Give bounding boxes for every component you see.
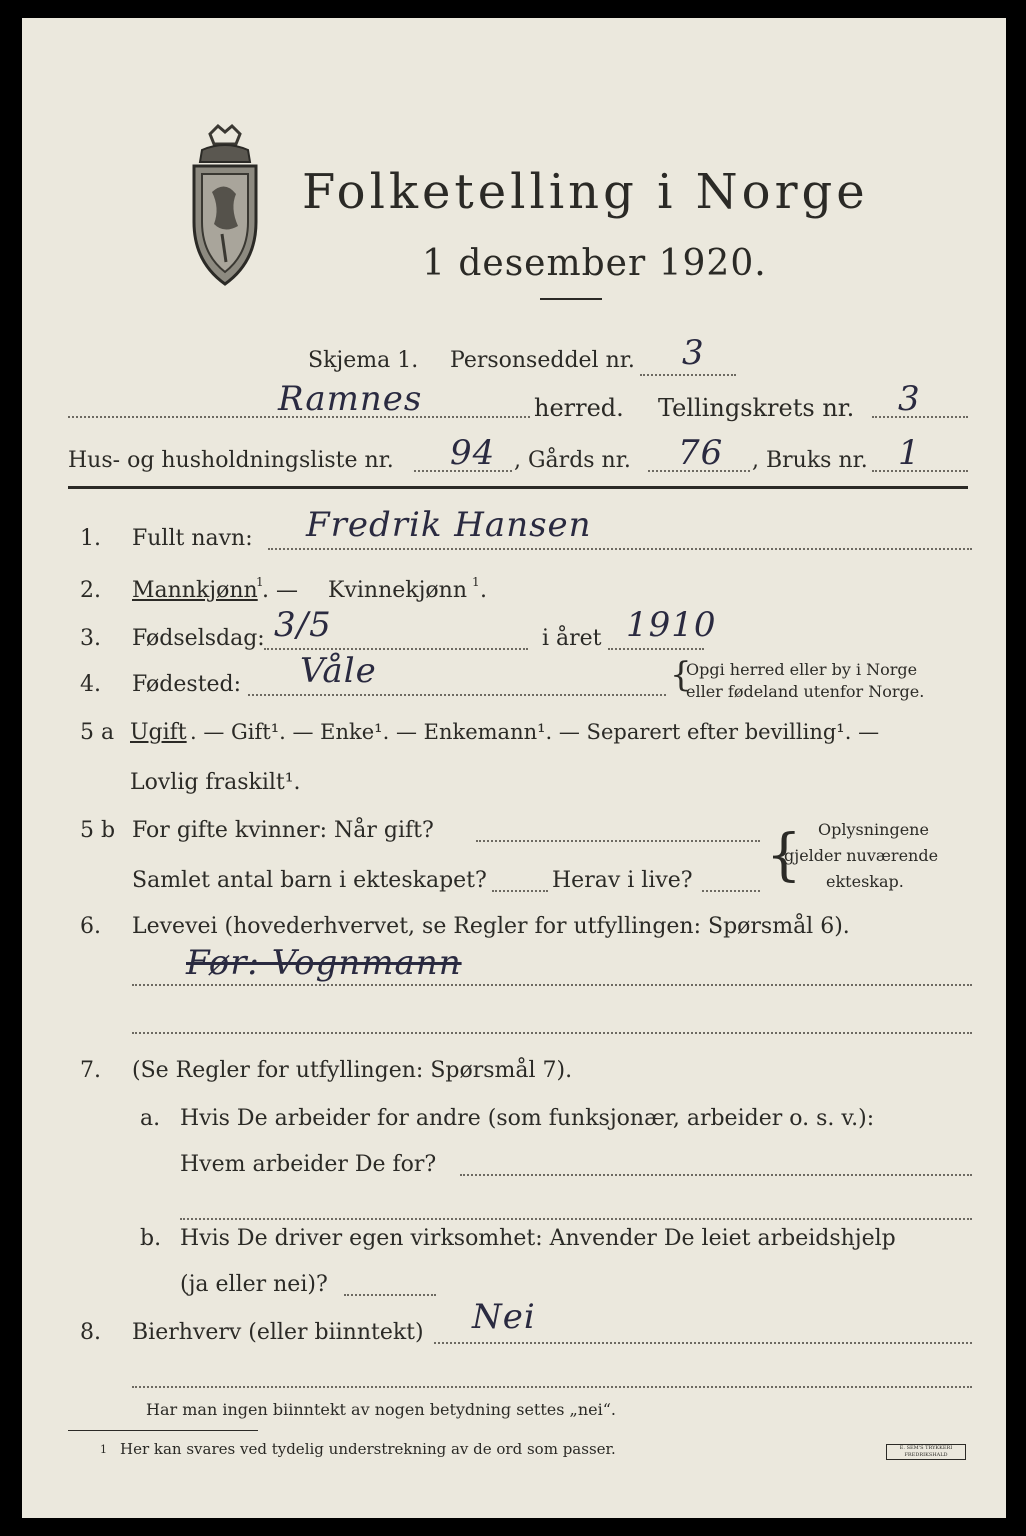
coat-of-arms-icon bbox=[180, 122, 270, 292]
tellingskrets-value: 3 bbox=[898, 379, 921, 419]
bruks-label: , Bruks nr. bbox=[752, 448, 868, 473]
q5b-label-2: Samlet antal barn i ekteskapet? bbox=[132, 868, 487, 893]
q4-brace: { bbox=[670, 655, 692, 695]
q7a-letter: a. bbox=[140, 1106, 161, 1131]
q8-line-2 bbox=[132, 1386, 972, 1388]
q3-value: 3/5 bbox=[274, 605, 332, 645]
bruks-value: 1 bbox=[898, 433, 921, 473]
q2-number: 2. bbox=[80, 578, 101, 603]
q5a-options: . — Gift¹. — Enke¹. — Enkemann¹. — Separert efter bevilling¹. — bbox=[190, 720, 880, 744]
q2-end: . bbox=[480, 578, 487, 603]
q3-year-label: i året bbox=[542, 626, 602, 651]
q7-line-extra bbox=[180, 1218, 972, 1220]
personseddel-line bbox=[640, 374, 736, 376]
footnote-number: 1 bbox=[100, 1443, 107, 1456]
q8-number: 8. bbox=[80, 1320, 101, 1345]
q7-number: 7. bbox=[80, 1058, 101, 1083]
q1-label: Fullt navn: bbox=[132, 526, 253, 551]
q5b-number: 5 b bbox=[80, 818, 116, 843]
header-rule bbox=[68, 486, 968, 489]
husliste-label: Hus- og husholdningsliste nr. bbox=[68, 448, 394, 473]
husliste-value: 94 bbox=[450, 433, 496, 473]
census-form bbox=[22, 18, 1006, 1518]
q8-line bbox=[434, 1342, 972, 1344]
q6-label: Levevei (hovederhvervet, se Regler for utfyllingen: Spørsmål 6). bbox=[132, 914, 850, 939]
skjema-label: Skjema 1. bbox=[308, 348, 419, 373]
footer-note: Har man ingen biinntekt av nogen betydning settes „nei“. bbox=[146, 1400, 616, 1419]
q5b-note-1: Oplysningene bbox=[818, 820, 929, 839]
q5a-number: 5 a bbox=[80, 720, 115, 745]
q1-line bbox=[268, 548, 972, 550]
q2-sup-2: 1 bbox=[472, 575, 480, 589]
q5b-line-1 bbox=[476, 840, 760, 842]
q7b-line bbox=[344, 1294, 436, 1296]
q3-number: 3. bbox=[80, 626, 101, 651]
q5b-line-3 bbox=[702, 890, 760, 892]
q7-label: (Se Regler for utfyllingen: Spørsmål 7). bbox=[132, 1058, 573, 1083]
q3-label: Fødselsdag: bbox=[132, 626, 265, 651]
q2-mann: Mannkjønn bbox=[132, 578, 258, 603]
q4-note-1: Opgi herred eller by i Norge bbox=[686, 660, 918, 679]
q2-kvinne: Kvinnekjønn bbox=[328, 578, 467, 603]
herred-value: Ramnes bbox=[278, 379, 423, 419]
q4-note-2: eller fødeland utenfor Norge. bbox=[686, 682, 925, 701]
q5a-line2: Lovlig fraskilt¹. bbox=[130, 770, 301, 795]
tellingskrets-label: Tellingskrets nr. bbox=[658, 394, 855, 422]
q5a-ugift: Ugift bbox=[130, 720, 187, 745]
q6-line-2 bbox=[132, 1032, 972, 1034]
q6-value: Før: Vognmann bbox=[186, 943, 462, 983]
q1-number: 1. bbox=[80, 526, 101, 551]
q8-value: Nei bbox=[472, 1297, 536, 1337]
q5b-note-3: ekteskap. bbox=[826, 872, 904, 891]
q3-line bbox=[264, 648, 528, 650]
q4-value: Våle bbox=[300, 651, 377, 691]
gards-label: , Gårds nr. bbox=[514, 448, 631, 473]
printer-stamp bbox=[886, 1444, 966, 1460]
q6-line-1 bbox=[132, 984, 972, 986]
q5b-label-1: For gifte kvinner: Når gift? bbox=[132, 818, 434, 843]
census-date: 1 desember 1920. bbox=[422, 243, 767, 284]
q4-number: 4. bbox=[80, 672, 101, 697]
q7b-question: (ja eller nei)? bbox=[180, 1272, 328, 1297]
q5b-line-2 bbox=[492, 890, 548, 892]
q5b-note-2: gjelder nuværende bbox=[784, 846, 939, 865]
herred-label: herred. bbox=[534, 394, 624, 422]
q7b-letter: b. bbox=[140, 1226, 162, 1251]
gards-value: 76 bbox=[678, 433, 724, 473]
footer-rule bbox=[68, 1430, 258, 1431]
q7a-text: Hvis De arbeider for andre (som funksjonær, arbeider o. s. v.): bbox=[180, 1106, 875, 1131]
q6-number: 6. bbox=[80, 914, 101, 939]
title-divider bbox=[540, 298, 602, 300]
personseddel-value: 3 bbox=[682, 333, 705, 373]
personseddel-label: Personseddel nr. bbox=[450, 348, 635, 373]
printer-stamp-text: E. SEM'S TRYKKERI FREDRIKSHALD bbox=[899, 1445, 953, 1458]
q7a-line bbox=[460, 1174, 972, 1176]
page-title: Folketelling i Norge bbox=[302, 164, 869, 220]
q2-sup: 1 bbox=[256, 575, 264, 589]
q4-label: Fødested: bbox=[132, 672, 242, 697]
q5b-brace: { bbox=[766, 823, 802, 888]
q1-value: Fredrik Hansen bbox=[306, 505, 592, 545]
q2-dash: . — bbox=[262, 578, 305, 603]
q3-year-line bbox=[608, 648, 704, 650]
q7a-question: Hvem arbeider De for? bbox=[180, 1152, 437, 1177]
q7b-text: Hvis De driver egen virksomhet: Anvender De leiet arbeidshjelp bbox=[180, 1226, 896, 1251]
footnote-text: Her kan svares ved tydelig understrekning av de ord som passer. bbox=[120, 1440, 616, 1458]
q4-line bbox=[248, 694, 666, 696]
q8-label: Bierhverv (eller biinntekt) bbox=[132, 1320, 424, 1345]
q5b-label-3: Herav i live? bbox=[552, 868, 693, 893]
q3-year-value: 1910 bbox=[626, 605, 717, 645]
